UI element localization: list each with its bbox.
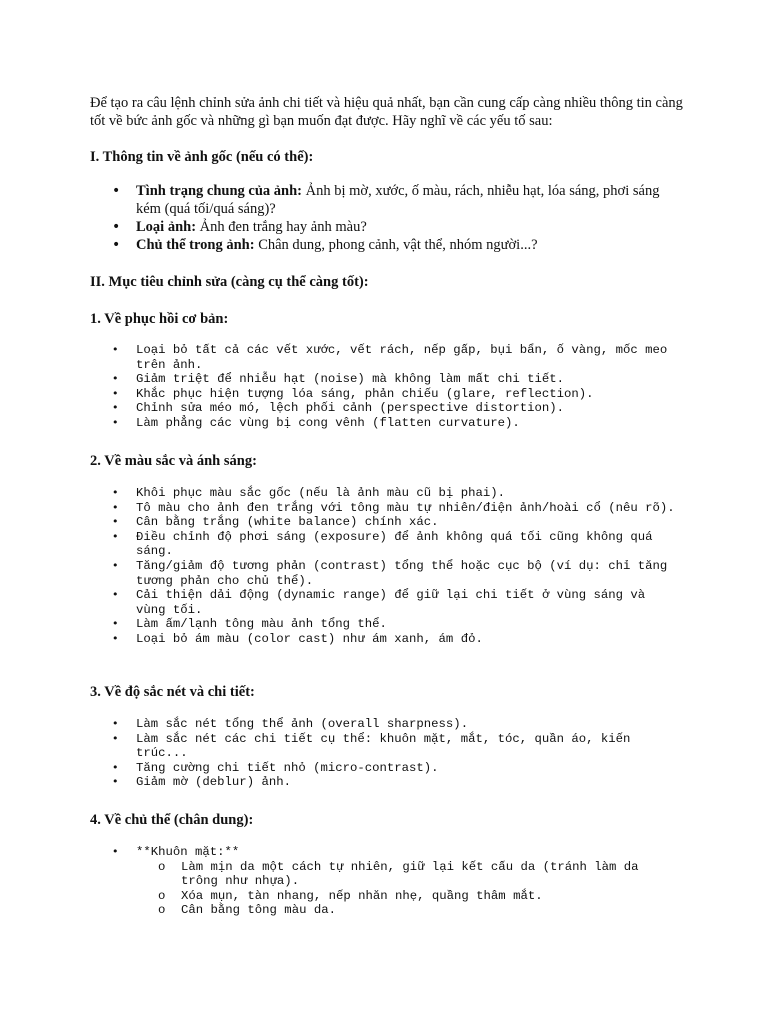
face-label: **Khuôn mặt:** bbox=[136, 845, 240, 859]
list-item: • Loại bỏ ám màu (color cast) như ám xanh, ám đỏ. bbox=[112, 632, 682, 647]
list-item bbox=[112, 236, 672, 254]
section-heading-original-info: I. Thông tin về ảnh gốc (nếu có thể): bbox=[90, 149, 314, 165]
list-item: • Điều chỉnh độ phơi sáng (exposure) để ảnh không quá tối cũng không quá sáng. bbox=[112, 530, 682, 559]
list-item: • Cân bằng trắng (white balance) chính xác. bbox=[112, 515, 682, 530]
color-light-list bbox=[112, 486, 682, 647]
intro-paragraph: Để tạo ra câu lệnh chỉnh sửa ảnh chi tiết và hiệu quả nhất, bạn cần cung cấp càng nhiều thông tin càng tốt về bức ảnh gốc và những gì bạn muốn đạt được. Hãy nghĩ về các yếu tố sau: bbox=[90, 95, 683, 129]
list-item: • Khắc phục hiện tượng lóa sáng, phản chiếu (glare, reflection). bbox=[112, 387, 682, 402]
list-item: • Tăng/giảm độ tương phản (contrast) tổng thể hoặc cục bộ (ví dụ: chỉ tăng tương phản cho chủ thể). bbox=[112, 559, 682, 588]
item-text: Chân dung, phong cảnh, vật thể, nhóm người...? bbox=[254, 237, 538, 253]
subsection-heading-color-light: 2. Về màu sắc và ánh sáng: bbox=[90, 453, 257, 469]
list-item: • Làm ấm/lạnh tông màu ảnh tổng thể. bbox=[112, 617, 682, 632]
subsection-heading-portrait: 4. Về chủ thể (chân dung): bbox=[90, 812, 254, 828]
section-heading-editing-goals: II. Mục tiêu chỉnh sửa (càng cụ thể càng tốt): bbox=[90, 274, 369, 290]
original-info-list bbox=[112, 182, 672, 254]
list-item: • Làm phẳng các vùng bị cong vênh (flatten curvature). bbox=[112, 416, 682, 431]
item-label: Tình trạng chung của ảnh: bbox=[136, 183, 302, 199]
list-item: • Khôi phục màu sắc gốc (nếu là ảnh màu cũ bị phai). bbox=[112, 486, 682, 501]
list-item: • Giảm mờ (deblur) ảnh. bbox=[112, 775, 682, 790]
list-item bbox=[112, 845, 682, 918]
item-text: Ảnh bị mờ, xước, ố màu, rách, nhiễu hạt, lóa sáng, phơi sáng kém (quá tối/quá sáng)? bbox=[136, 183, 660, 217]
portrait-list bbox=[112, 845, 682, 918]
item-text: Ảnh đen trắng hay ảnh màu? bbox=[196, 219, 367, 235]
list-item: • Chỉnh sửa méo mó, lệch phối cảnh (perspective distortion). bbox=[112, 401, 682, 416]
sublist-item: o Làm mịn da một cách tự nhiên, giữ lại kết cấu da (tránh làm da trông như nhựa). bbox=[136, 860, 682, 889]
face-sublist bbox=[136, 860, 682, 918]
item-label: Chủ thể trong ảnh: bbox=[136, 237, 255, 253]
sublist-item: o Cân bằng tông màu da. bbox=[136, 903, 682, 918]
subsection-heading-sharpness: 3. Về độ sắc nét và chi tiết: bbox=[90, 684, 255, 700]
list-item: • Làm sắc nét các chi tiết cụ thể: khuôn mặt, mắt, tóc, quần áo, kiến trúc... bbox=[112, 732, 682, 761]
basic-restoration-list bbox=[112, 343, 682, 431]
sublist-item: o Xóa mụn, tàn nhang, nếp nhăn nhẹ, quầng thâm mắt. bbox=[136, 889, 682, 904]
list-item bbox=[112, 218, 672, 236]
item-label: Loại ảnh: bbox=[136, 219, 197, 235]
list-item: • Làm sắc nét tổng thể ảnh (overall sharpness). bbox=[112, 717, 682, 732]
list-item: • Tăng cường chi tiết nhỏ (micro-contrast). bbox=[112, 761, 682, 776]
list-item: • Cải thiện dải động (dynamic range) để giữ lại chi tiết ở vùng sáng và vùng tối. bbox=[112, 588, 682, 617]
list-item: • Tô màu cho ảnh đen trắng với tông màu tự nhiên/điện ảnh/hoài cổ (nêu rõ). bbox=[112, 501, 682, 516]
sharpness-list bbox=[112, 717, 682, 790]
list-item: • Loại bỏ tất cả các vết xước, vết rách, nếp gấp, bụi bẩn, ố vàng, mốc meo trên ảnh. bbox=[112, 343, 682, 372]
list-item bbox=[112, 182, 672, 218]
list-item: • Giảm triệt để nhiễu hạt (noise) mà không làm mất chi tiết. bbox=[112, 372, 682, 387]
subsection-heading-basic-restoration: 1. Về phục hồi cơ bản: bbox=[90, 311, 229, 327]
